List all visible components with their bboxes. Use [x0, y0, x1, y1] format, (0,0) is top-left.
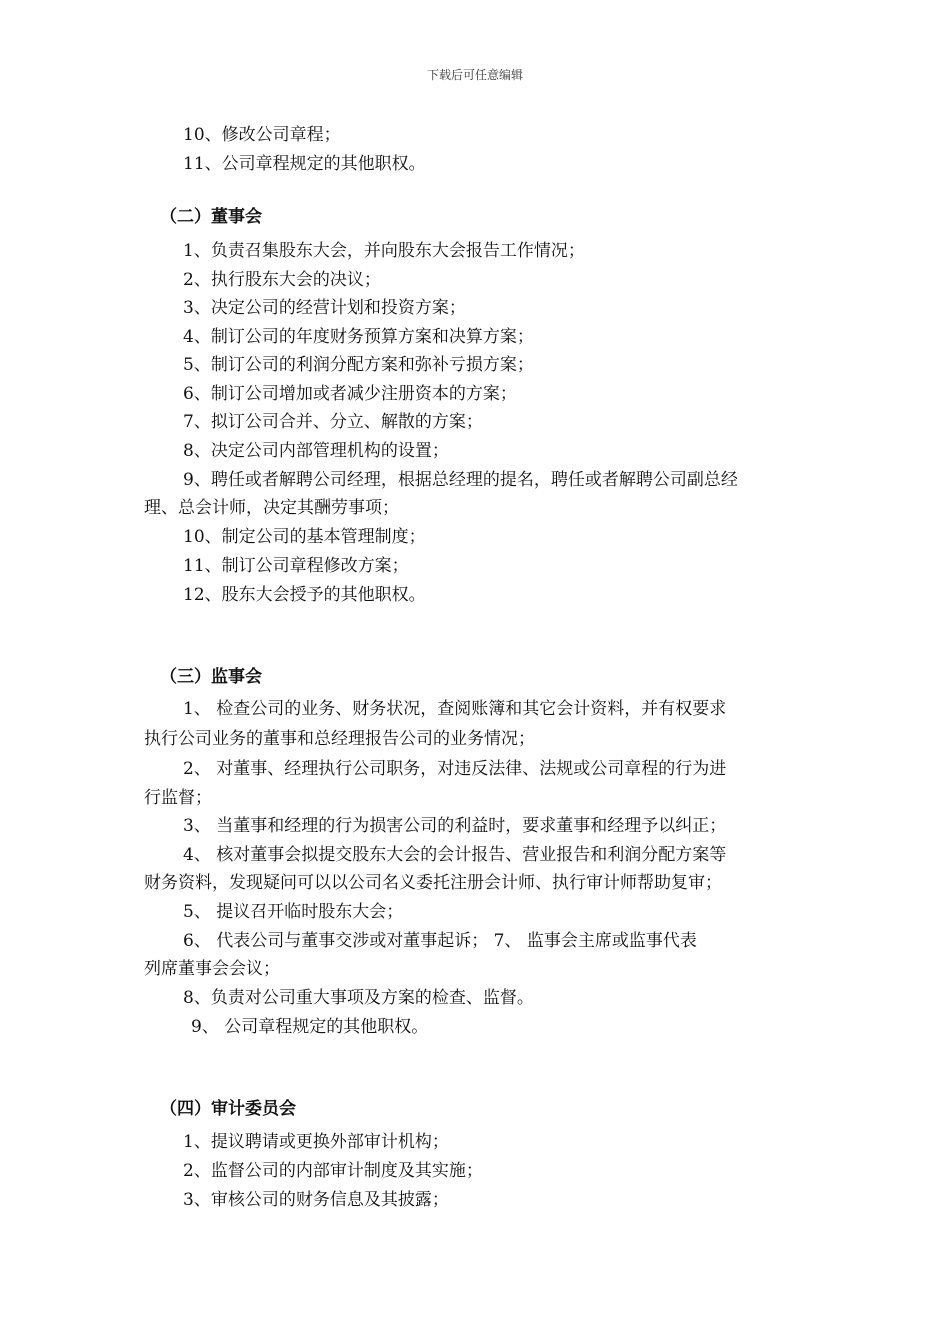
text-line: 9、聘任或者解聘公司经理，根据总经理的提名，聘任或者解聘公司副总经: [183, 470, 738, 490]
text-line: 1、提议聘请或更换外部审计机构；: [183, 1132, 449, 1152]
text-line: 6、 代表公司与董事交涉或对董事起诉； 7、 监事会主席或监事代表: [183, 931, 697, 951]
text-line: 8、负责对公司重大事项及方案的检查、监督。: [183, 988, 534, 1008]
text-line: 2、执行股东大会的决议；: [183, 270, 381, 290]
text-line: 3、审核公司的财务信息及其披露；: [183, 1190, 449, 1210]
text-line: 3、 当董事和经理的行为损害公司的利益时，要求董事和经理予以纠正；: [183, 816, 727, 836]
section-heading: （二）董事会: [160, 207, 262, 227]
text-line: 8、决定公司内部管理机构的设置；: [183, 441, 449, 461]
text-line: 4、制订公司的年度财务预算方案和决算方案；: [183, 327, 534, 347]
text-line: 11、制订公司章程修改方案；: [183, 556, 409, 576]
text-line: 1、负责召集股东大会，并向股东大会报告工作情况；: [183, 241, 585, 261]
text-line: 理、总会计师，决定其酬劳事项；: [144, 498, 399, 518]
section-heading: （三）监事会: [160, 667, 262, 687]
text-line: 7、拟订公司合并、分立、解散的方案；: [183, 412, 483, 432]
text-line: 财务资料，发现疑问可以以公司名义委托注册会计师、执行审计师帮助复审；: [144, 873, 722, 893]
text-line: 5、 提议召开临时股东大会；: [183, 902, 404, 922]
text-line: 执行公司业务的董事和总经理报告公司的业务情况；: [144, 729, 535, 749]
text-line: 5、制订公司的利润分配方案和弥补亏损方案；: [183, 355, 534, 375]
text-line: 2、 对董事、经理执行公司职务，对违反法律、法规或公司章程的行为进: [183, 759, 727, 779]
text-line: 1、 检查公司的业务、财务状况，查阅账簿和其它会计资料，并有权要求: [183, 699, 727, 719]
text-line: 11、公司章程规定的其他职权。: [183, 154, 426, 174]
text-line: 行监督；: [144, 788, 212, 808]
text-line: 10、修改公司章程；: [183, 125, 341, 145]
text-line: 6、制订公司增加或者减少注册资本的方案；: [183, 384, 517, 404]
section-heading: （四）审计委员会: [160, 1099, 296, 1119]
text-line: 10、制定公司的基本管理制度；: [183, 527, 426, 547]
text-line: 3、决定公司的经营计划和投资方案；: [183, 298, 466, 318]
text-line: 列席董事会会议；: [144, 959, 280, 979]
text-line: 9、 公司章程规定的其他职权。: [191, 1017, 429, 1037]
text-line: 12、股东大会授予的其他职权。: [183, 585, 426, 605]
text-line: 2、监督公司的内部审计制度及其实施；: [183, 1161, 483, 1181]
page-header: 下载后可任意编辑: [426, 68, 523, 82]
text-line: 4、 核对董事会拟提交股东大会的会计报告、营业报告和利润分配方案等: [183, 845, 727, 865]
